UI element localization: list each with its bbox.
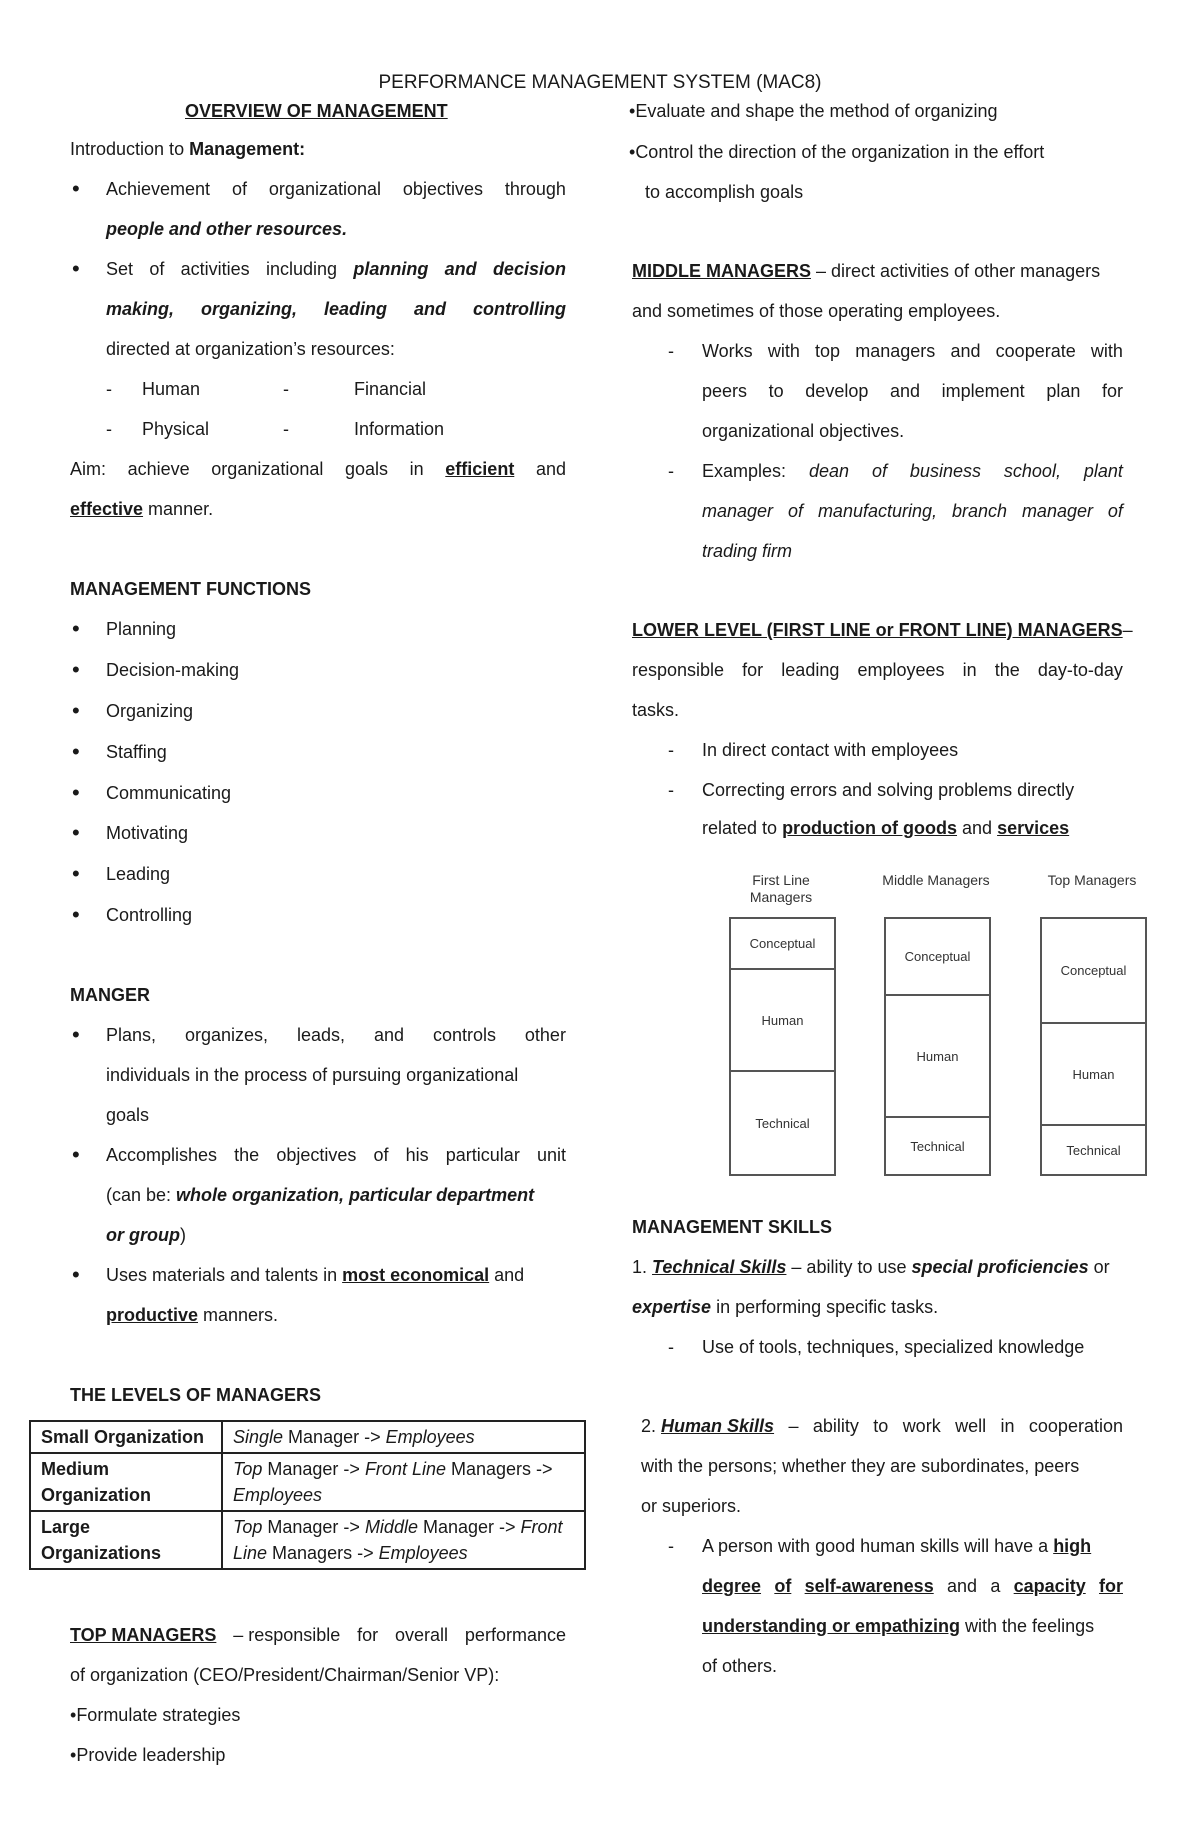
- diagram-segment-technical: Technical: [755, 1115, 810, 1131]
- diagram-segment-technical: Technical: [910, 1138, 965, 1154]
- function-item: • Decision-making: [106, 659, 239, 681]
- resource-financial: Financial: [354, 379, 427, 399]
- cell-fragment: Top: [233, 1459, 263, 1479]
- top-bullet: •Provide leadership: [70, 1745, 226, 1765]
- overview-bullet-1-cont: people and other resources.: [106, 219, 348, 239]
- diagram-segment-conceptual: Conceptual: [731, 919, 834, 970]
- diagram-column-title: First Line Managers: [749, 872, 813, 905]
- skill-2-detail: A person with good human skills will have a high: [702, 1536, 1092, 1556]
- rich-cell: [222, 1511, 585, 1569]
- rich-cell: [222, 1453, 585, 1511]
- resource-physical: Physical: [142, 419, 210, 439]
- diagram-segment-conceptual: Conceptual: [886, 919, 989, 996]
- top-bullet: •Evaluate and shape the method of organizing: [629, 101, 998, 121]
- manger-bullet-3: • Uses materials and talents in most economical and: [106, 1264, 524, 1286]
- cell-fragment: Front Line: [233, 1517, 563, 1563]
- cell-fragment: Manager ->: [283, 1427, 386, 1447]
- diagram-segment-technical: Technical: [1066, 1142, 1121, 1158]
- manger-bullet-1: • Plans, organizes, leads, and controls other: [106, 1024, 566, 1046]
- top-managers-line: TOP MANAGERS – responsible for overall performance: [70, 1625, 566, 1645]
- aim-line: Aim: achieve organizational goals in efficient and: [70, 459, 566, 479]
- diagram-column-title: Middle Managers: [882, 872, 990, 888]
- overview-bullet-2-cont-2: directed at organization’s resources:: [106, 339, 395, 359]
- intro-line: Introduction to Management:: [70, 139, 306, 159]
- cell-fragment: Manager ->: [262, 1517, 365, 1537]
- cell-fragment: Single: [233, 1427, 284, 1447]
- cell-fragment: Managers ->: [445, 1459, 553, 1479]
- function-item: • Motivating: [106, 822, 188, 844]
- diagram-segment-human: Human: [1042, 1024, 1145, 1126]
- skill-1-detail: Use of tools, techniques, specialized knowledge: [702, 1337, 1085, 1357]
- overview-bullet-2-cont: making, organizing, leading and controlling: [106, 299, 566, 319]
- cell-fragment: Manager ->: [417, 1517, 521, 1537]
- lower-detail-1: In direct contact with employees: [702, 740, 959, 760]
- cell-fragment: Middle: [364, 1517, 418, 1537]
- function-item: • Planning: [106, 618, 176, 640]
- diagram-segment-human: Human: [731, 970, 834, 1072]
- levels-table: [29, 1420, 586, 1570]
- overview-heading: OVERVIEW OF MANAGEMENT: [185, 101, 448, 121]
- cell-fragment: Manager ->: [262, 1459, 365, 1479]
- manger-heading: MANGER: [70, 985, 150, 1005]
- skills-heading: MANAGEMENT SKILLS: [632, 1217, 832, 1237]
- cell-fragment: Employees: [233, 1485, 323, 1505]
- resource-human: Human: [142, 379, 201, 399]
- lower-managers-line: LOWER LEVEL (FIRST LINE or FRONT LINE) MANAGERS–: [632, 620, 1133, 640]
- table-row: Large Organizations Top Manager -> Middle Manager -> Front Line Managers -> Employees: [30, 1511, 585, 1569]
- page-title: PERFORMANCE MANAGEMENT SYSTEM (MAC8): [378, 72, 822, 93]
- diagram-column-title: Top Managers: [1047, 872, 1137, 888]
- cell-fragment: Front Line: [364, 1459, 446, 1479]
- function-item: • Leading: [106, 863, 170, 885]
- middle-managers-line: MIDDLE MANAGERS – direct activities of other managers: [632, 261, 1101, 281]
- table-row: Medium Organization Top Manager -> Front Line Managers -> Employees: [30, 1453, 585, 1511]
- diagram-column-bar: [884, 917, 991, 1176]
- diagram-column-bar: [1040, 917, 1147, 1176]
- overview-bullet-2: • Set of activities including planning and decision: [106, 258, 566, 280]
- rich-cell: [222, 1421, 585, 1453]
- lower-detail-2: Correcting errors and solving problems directly: [702, 780, 1075, 800]
- aim-line-2: effective manner.: [70, 499, 214, 519]
- functions-heading: MANAGEMENT FUNCTIONS: [70, 579, 311, 599]
- cell-fragment: Managers ->: [267, 1543, 379, 1563]
- function-item: • Communicating: [106, 782, 231, 804]
- table-row: Small Organization Single Manager -> Employees: [30, 1421, 585, 1453]
- resource-information: Information: [354, 419, 445, 439]
- cell-fragment: Top: [233, 1517, 263, 1537]
- top-bullet: •Control the direction of the organization in the effort: [629, 142, 1045, 162]
- diagram-segment-conceptual: Conceptual: [1042, 919, 1145, 1024]
- cell-fragment: Employees: [378, 1543, 468, 1563]
- diagram-column-bar: [729, 917, 836, 1176]
- top-bullet: •Formulate strategies: [70, 1705, 241, 1725]
- cell-fragment: Employees: [385, 1427, 475, 1447]
- manger-bullet-2: • Accomplishes the objectives of his particular unit: [106, 1144, 566, 1166]
- skill-1: 1. Technical Skills – ability to use special proficiencies or: [632, 1257, 1110, 1277]
- levels-heading: THE LEVELS OF MANAGERS: [70, 1385, 322, 1405]
- function-item: • Staffing: [106, 741, 167, 763]
- function-item: • Organizing: [106, 700, 193, 722]
- overview-bullet-1: • Achievement of organizational objectives through: [106, 178, 566, 200]
- function-item: • Controlling: [106, 904, 192, 926]
- middle-detail-2: Examples: dean of business school, plant: [702, 461, 1123, 481]
- diagram-segment-human: Human: [886, 996, 989, 1118]
- skill-2: 2. Human Skills – ability to work well in cooperation: [641, 1416, 1123, 1436]
- middle-detail-1: Works with top managers and cooperate with: [702, 341, 1123, 361]
